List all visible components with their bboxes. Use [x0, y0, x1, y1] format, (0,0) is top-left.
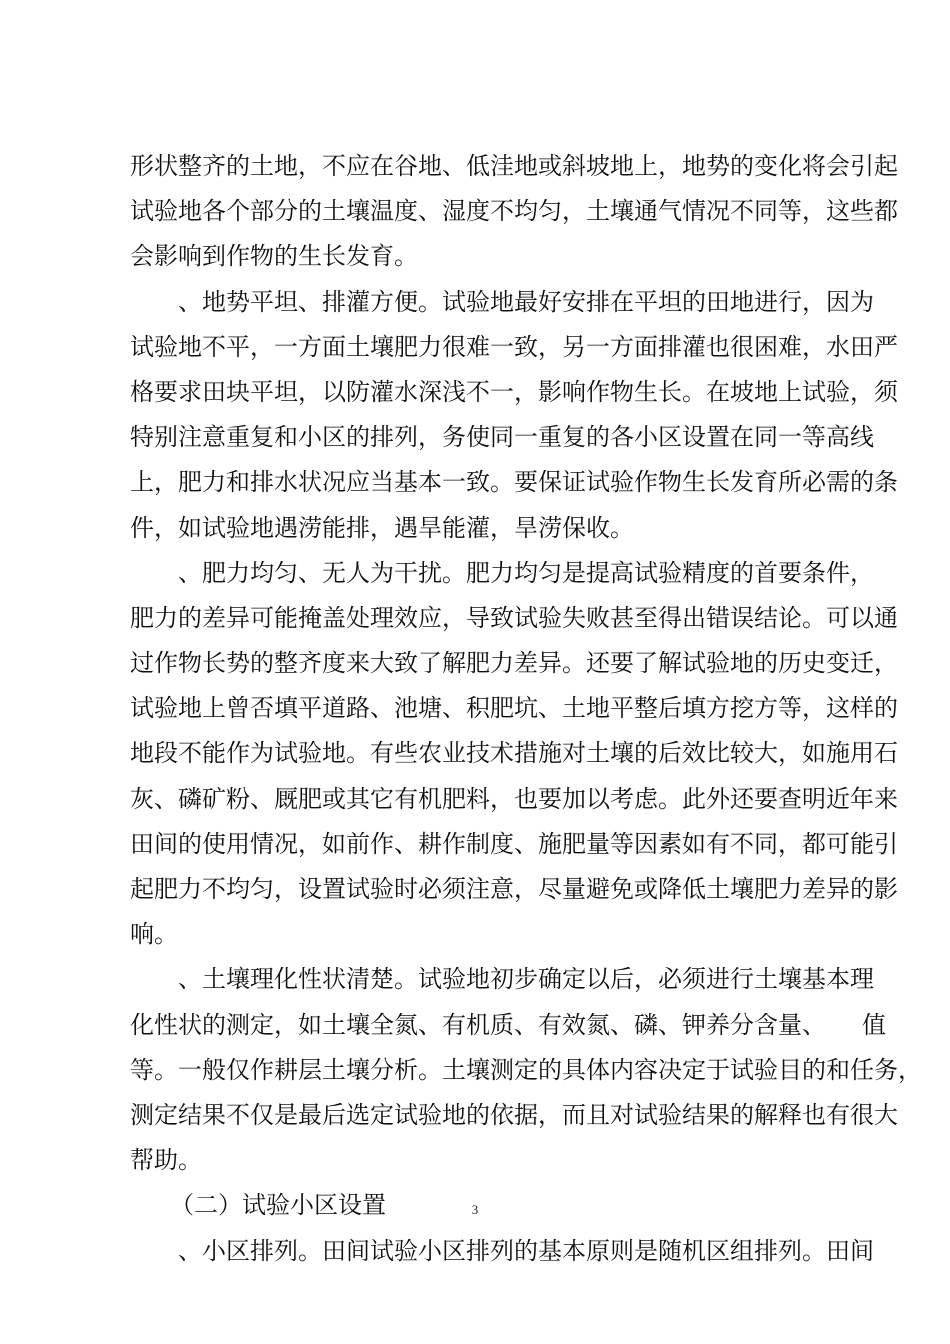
text-line: 特别注意重复和小区的排列，务使同一重复的各小区设置在同一等高线: [130, 423, 874, 452]
text-line: 、肥力均匀、无人为干扰。肥力均匀是提高试验精度的首要条件，: [178, 558, 874, 587]
text-line: 等。一般仅作耕层土壤分析。土壤测定的具体内容决定于试验目的和任务，: [130, 1055, 922, 1084]
text-line: 试验地上曾否填平道路、池塘、积肥坑、土地平整后填方挖方等，这样的: [130, 694, 898, 723]
text-line: 试验地不平，一方面土壤肥力很难一致，另一方面排灌也很困难，水田严: [130, 332, 898, 361]
document-body: [130, 144, 922, 1274]
text-line: 、土壤理化性状清楚。试验地初步确定以后，必须进行土壤基本理: [178, 965, 874, 994]
text-line: 件，如试验地遇涝能排，遇旱能灌，旱涝保收。: [130, 513, 634, 542]
text-line: 地段不能作为试验地。有些农业技术措施对土壤的后效比较大，如施用石: [130, 739, 898, 768]
text-line: 会影响到作物的生长发育。: [130, 242, 418, 271]
text-line: 田间的使用情况，如前作、耕作制度、施肥量等因素如有不同，都可能引: [130, 829, 898, 858]
text-line: 起肥力不均匀，设置试验时必须注意，尽量避免或降低土壤肥力差异的影: [130, 875, 898, 903]
text-line: 肥力的差异可能掩盖处理效应，导致试验失败甚至得出错误结论。可以通: [130, 603, 898, 632]
text-line: 过作物长势的整齐度来大致了解肥力差异。还要了解试验地的历史变迁，: [130, 649, 898, 678]
text-line: 、地势平坦、排灌方便。试验地最好安排在平坦的田地进行，因为: [178, 287, 874, 316]
page-number: 3: [471, 1202, 479, 1217]
text-line: 上，肥力和排水状况应当基本一致。要保证试验作物生长发育所必需的条: [130, 468, 898, 497]
text-line: 形状整齐的土地，不应在谷地、低洼地或斜坡地上，地势的变化将会引起: [130, 152, 898, 180]
text-line: 、小区排列。田间试验小区排列的基本原则是随机区组排列。田间: [178, 1236, 874, 1265]
text-line: 测定结果不仅是最后选定试验地的依据，而且对试验结果的解释也有很大: [130, 1100, 898, 1129]
text-line: 化性状的测定，如土壤全氮、有机质、有效氮、磷、钾养分含量、 值: [130, 1010, 886, 1039]
text-line: 帮助。: [130, 1146, 202, 1175]
text-line: 灰、磷矿粉、厩肥或其它有机肥料，也要加以考虑。此外还要查明近年来: [130, 784, 898, 813]
text-line: 试验地各个部分的土壤温度、湿度不均匀，土壤通气情况不同等，这些都: [130, 197, 898, 226]
text-line: 响。: [130, 920, 178, 949]
text-line: 格要求田块平坦，以防灌水深浅不一，影响作物生长。在坡地上试验，须: [130, 377, 898, 406]
section-heading: （二）试验小区设置: [170, 1191, 386, 1220]
